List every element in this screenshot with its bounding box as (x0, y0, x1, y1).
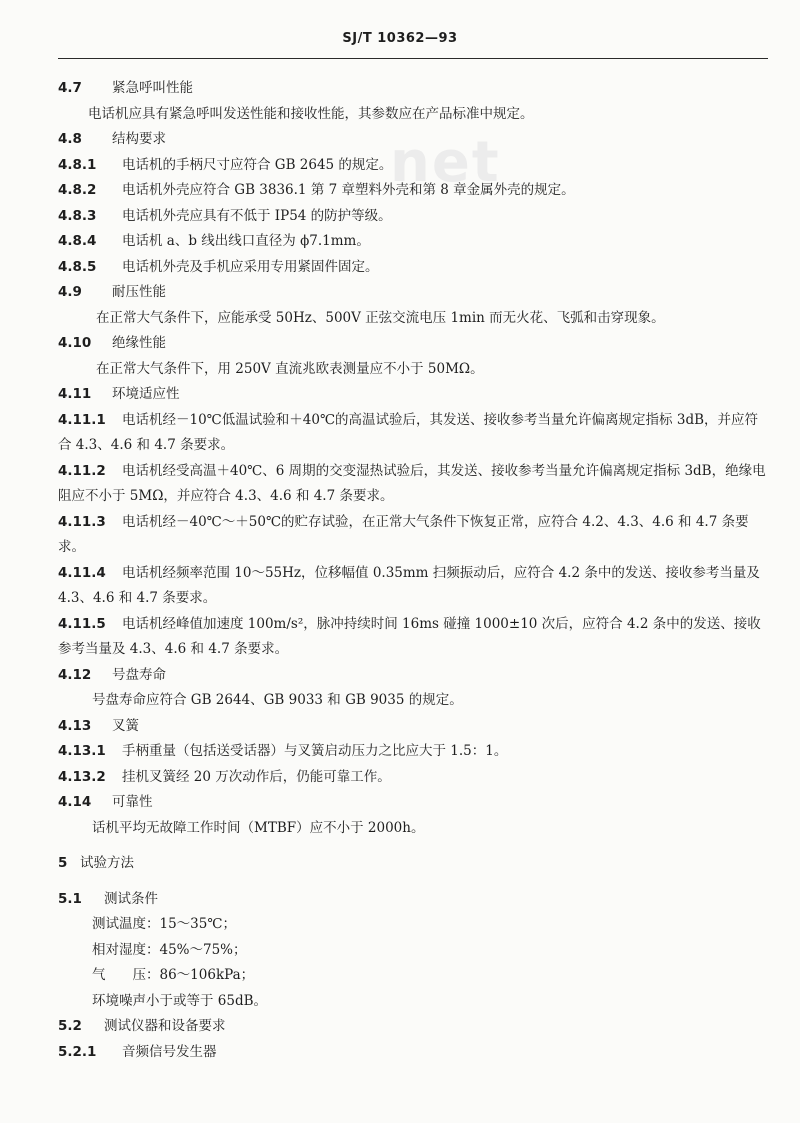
clause-text: 电话机的手柄尺寸应符合 GB 2645 的规定。 (122, 156, 393, 173)
section-number: 4.7 (58, 80, 82, 96)
paragraph: 电话机应具有紧急呼叫发送性能和接收性能，其参数应在产品标准中规定。 (88, 105, 534, 122)
section-4-13 (58, 714, 770, 740)
header-rule (58, 58, 768, 59)
section-title: 可靠性 (112, 794, 153, 810)
clause-text: 电话机经峰值加速度 100m/s²，脉冲持续时间 16ms 碰撞 1000±10 次后，应符合 4.2 条中的发送、接收参考当量及 4.3、4.6 和 4.7 条要求。 (58, 615, 761, 657)
section-number: 5.1 (58, 890, 82, 907)
paragraph: 话机平均无故障工作时间（MTBF）应不小于 2000h。 (92, 819, 425, 836)
clause-text: 挂机叉簧经 20 万次动作后，仍能可靠工作。 (122, 768, 391, 785)
clause-4-8-1 (58, 153, 770, 179)
section-title: 结构要求 (112, 131, 166, 147)
clause-4-13-1 (58, 739, 770, 765)
clause-4-11-2 (58, 459, 770, 510)
section-number: 4.12 (58, 666, 92, 683)
section-4-14 (58, 790, 770, 816)
clause-number: 4.13.2 (58, 768, 106, 785)
section-5-1 (58, 887, 770, 913)
paragraph: 在正常大气条件下，应能承受 50Hz、500V 正弦交流电压 1min 而无火花、飞弧和击穿现象。 (96, 309, 665, 326)
section-title: 紧急呼叫性能 (112, 80, 193, 96)
section-number: 5.2 (58, 1018, 82, 1034)
clause-text: 电话机外壳应具有不低于 IP54 的防护等级。 (122, 207, 392, 224)
document-body (58, 76, 770, 1065)
clause-number: 4.8.2 (58, 182, 97, 198)
clause-number: 5.2.1 (58, 1043, 97, 1060)
section-title: 绝缘性能 (112, 335, 166, 351)
chapter-title: 试验方法 (80, 855, 134, 871)
clause-number: 4.11.2 (58, 462, 106, 479)
section-title: 测试条件 (104, 890, 158, 907)
section-4-9 (58, 280, 770, 306)
clause-text: 电话机外壳及手机应采用专用紧固件固定。 (122, 258, 379, 275)
clause-number: 4.8.5 (58, 258, 97, 275)
clause-text: 手柄重量（包括送受话器）与叉簧启动压力之比应大于 1.5：1。 (122, 743, 508, 759)
clause-text: 电话机经频率范围 10～55Hz，位移幅值 0.35mm 扫频振动后，应符合 4.2 条中的发送、接收参考当量及 4.3、4.6 和 4.7 条要求。 (58, 564, 760, 606)
chapter-5 (58, 851, 770, 877)
clause-4-8-3 (58, 204, 770, 230)
section-4-10 (58, 331, 770, 357)
clause-text: 电话机经受高温＋40℃、6 周期的交变湿热试验后，其发送、接收参考当量允许偏离规定指标 3dB，绝缘电阻应不小于 5MΩ，并应符合 4.3、4.6 和 4.7 条要求。 (58, 462, 766, 504)
section-number: 4.13 (58, 717, 92, 734)
section-4-11 (58, 382, 770, 408)
clause-number: 4.11.4 (58, 564, 106, 581)
clause-text: 电话机外壳应符合 GB 3836.1 第 7 章塑料外壳和第 8 章金属外壳的规定。 (122, 182, 575, 198)
condition-temperature: 测试温度：15～35℃； (92, 916, 236, 932)
section-title: 测试仪器和设备要求 (104, 1018, 226, 1034)
chapter-number: 5 (58, 855, 68, 871)
spacer (58, 877, 770, 887)
clause-number: 4.13.1 (58, 743, 106, 759)
paragraph: 在正常大气条件下，用 250V 直流兆欧表测量应不小于 50MΩ。 (96, 360, 484, 377)
clause-4-11-1 (58, 408, 770, 459)
clause-4-8-4 (58, 229, 770, 255)
clause-number: 4.11.5 (58, 615, 106, 632)
clause-number: 4.8.4 (58, 233, 97, 249)
clause-4-13-2 (58, 765, 770, 791)
clause-5-2-1 (58, 1040, 770, 1066)
section-4-12 (58, 663, 770, 689)
watermark: net (390, 130, 501, 195)
section-5-2 (58, 1014, 770, 1040)
section-title: 耐压性能 (112, 284, 166, 300)
clause-number: 4.8.3 (58, 207, 97, 224)
clause-text: 电话机 a、b 线出线口直径为 ϕ7.1mm。 (122, 233, 370, 249)
clause-4-11-3 (58, 510, 770, 561)
paragraph: 号盘寿命应符合 GB 2644、GB 9033 和 GB 9035 的规定。 (92, 692, 463, 708)
clause-number: 4.11.3 (58, 513, 106, 530)
clause-text: 电话机经－10℃低温试验和＋40℃的高温试验后，其发送、接收参考当量允许偏离规定指标 3dB，并应符合 4.3、4.6 和 4.7 条要求。 (58, 411, 759, 453)
condition-humidity: 相对湿度：45%～75%； (92, 941, 247, 958)
section-number: 4.14 (58, 794, 92, 810)
section-title: 环境适应性 (112, 386, 180, 402)
clause-number: 4.11.1 (58, 411, 106, 428)
clause-number: 4.8.1 (58, 156, 97, 173)
section-4-8 (58, 127, 770, 153)
section-number: 4.11 (58, 386, 92, 402)
spacer (58, 841, 770, 851)
clause-4-8-5 (58, 255, 770, 281)
standard-code: SJ/T 10362—93 (342, 31, 458, 46)
condition-pressure: 气 压：86～106kPa； (92, 967, 255, 983)
section-title: 号盘寿命 (112, 666, 166, 683)
section-title: 叉簧 (112, 717, 139, 734)
section-number: 4.8 (58, 131, 82, 147)
clause-text: 电话机经－40℃～＋50℃的贮存试验，在正常大气条件下恢复正常，应符合 4.2、4.3、4.6 和 4.7 条要求。 (58, 513, 749, 555)
clause-4-8-2 (58, 178, 770, 204)
section-number: 4.10 (58, 335, 92, 351)
section-number: 4.9 (58, 284, 82, 300)
clause-4-11-4 (58, 561, 770, 612)
clause-4-11-5 (58, 612, 770, 663)
condition-noise: 环境噪声小于或等于 65dB。 (92, 992, 268, 1009)
clause-text: 音频信号发生器 (122, 1043, 217, 1060)
section-4-7 (58, 76, 770, 102)
